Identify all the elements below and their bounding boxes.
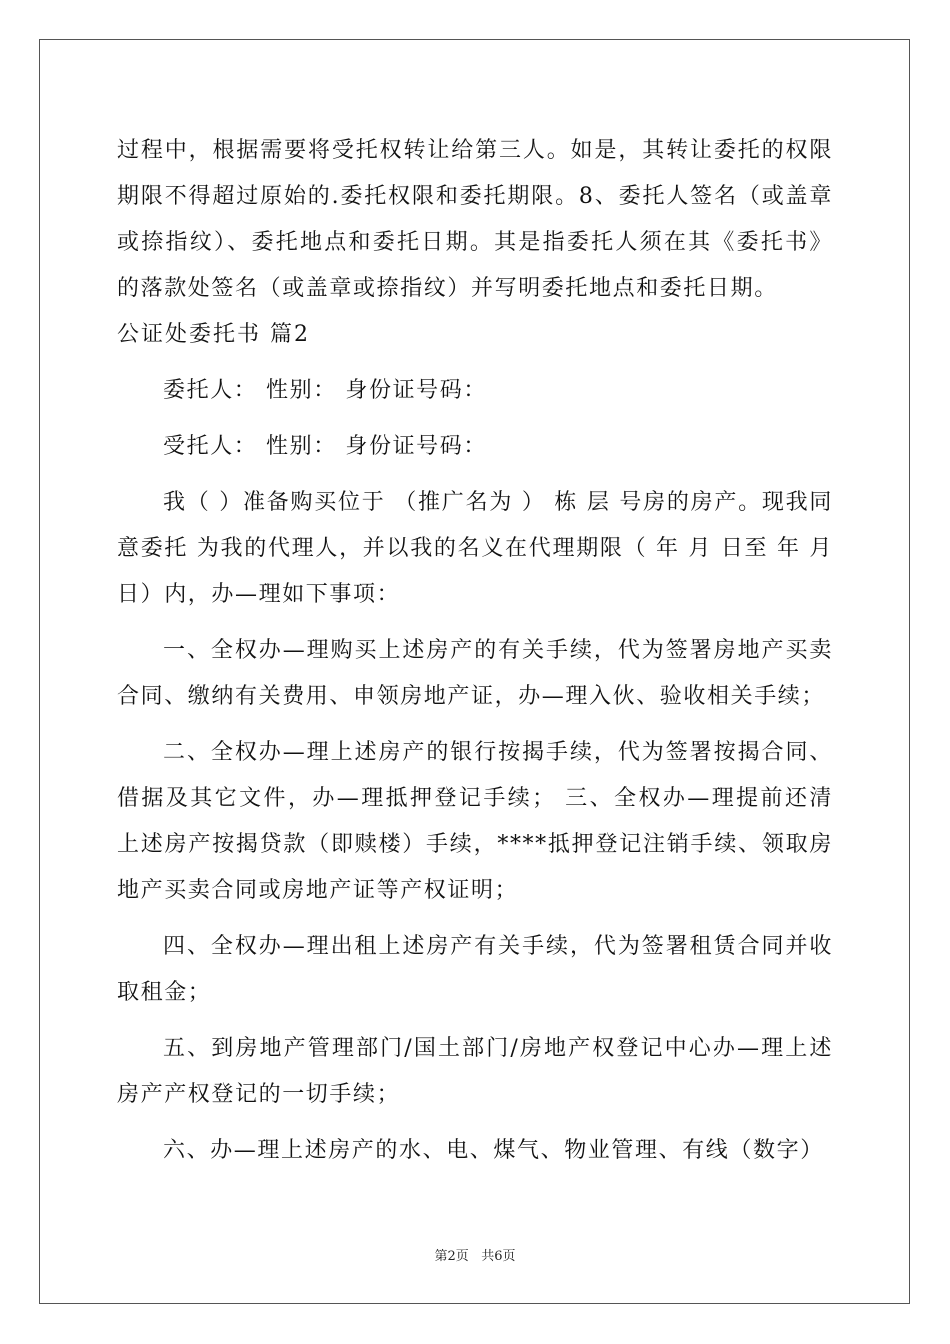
paragraph-intro: 我（ ）准备购买位于 （推广名为 ） 栋 层 号房的房产。现我同意委托 为我的代理人，并以我的名义在代理期限（ 年 月 日至 年 月 日）内，办—理如下事项： bbox=[117, 490, 833, 607]
document-body bbox=[117, 128, 833, 1174]
paragraph-continued: 过程中，根据需要将受托权转让给第三人。如是，其转让委托的权限期限不得超过原始的.委托权限和委托期限。8、委托人签名（或盖章或捺指纹）、委托地点和委托日期。其是指委托人须在其《委托书》的落款处签名（或盖章或捺指纹）并写明委托地点和委托日期。 bbox=[117, 138, 833, 301]
page-total: 共6页 bbox=[481, 1249, 516, 1264]
paragraph-agent: 受托人： 性别： 身份证号码： bbox=[163, 434, 487, 459]
section-title: 公证处委托书 篇2 bbox=[117, 322, 310, 347]
page-footer bbox=[0, 1245, 950, 1264]
paragraph-item-6: 六、办—理上述房产的水、电、煤气、物业管理、有线（数字） bbox=[163, 1138, 824, 1163]
paragraph-item-4: 四、全权办—理出租上述房产有关手续，代为签署租赁合同并收取租金； bbox=[117, 934, 833, 1005]
page-number: 第2页 bbox=[434, 1249, 469, 1264]
paragraph-item-1: 一、全权办—理购买上述房产的有关手续，代为签署房地产买卖合同、缴纳有关费用、申领房地产证，办—理入伙、验收相关手续； bbox=[117, 638, 833, 709]
paragraph-principal: 委托人： 性别： 身份证号码： bbox=[163, 378, 487, 403]
paragraph-item-2-3: 二、全权办—理上述房产的银行按揭手续，代为签署按揭合同、借据及其它文件，办—理抵押登记手续； 三、全权办—理提前还清上述房产按揭贷款（即赎楼）手续，****抵押登记注销手续、领取房地产买卖合同或房地产证等产权证明； bbox=[117, 740, 833, 903]
paragraph-item-5: 五、到房地产管理部门/国土部门/房地产权登记中心办—理上述房产产权登记的一切手续； bbox=[117, 1036, 833, 1107]
